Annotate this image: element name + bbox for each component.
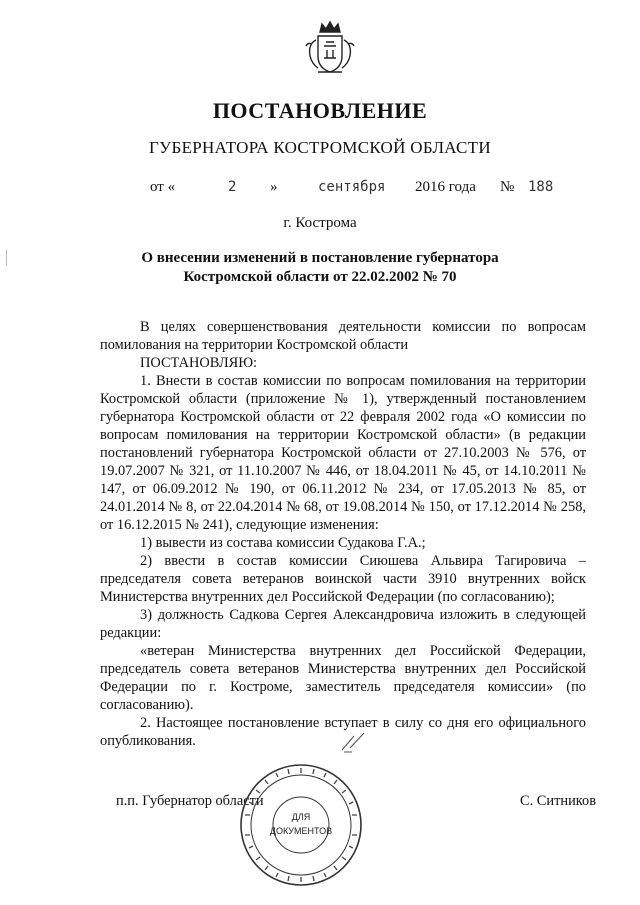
intro-paragraph: В целях совершенствования деятельности комиссии по вопросам помилования на территории Костромской области: [100, 319, 586, 353]
date-day: 2: [228, 179, 237, 195]
official-stamp: [236, 760, 366, 890]
item-1-paragraph: 1. Внести в состав комиссии по вопросам помилования на территории Костромской области (приложение № 1), утвержденный постановлением губернатора Костромской области от 22 февраля 2002 года «О комиссии по вопросам помилования на территории Костромской области» (в редакции постановлений губернатора Костромской области от 27.10.2003 № 576, от 19.07.2007 № 321, от 11.10.2007 № 446, от 18.04.2011 № 45, от 14.10.2011 № 147, от 06.09.2012 № 190, от 06.11.2012 № 234, от 17.05.2013 № 85, от 24.01.2014 № 8, от 22.04.2014 № 68, от 19.08.2014 № 150, от 17.12.2014 № 258, от 16.12.2015 № 241), следующие изменения:: [100, 373, 586, 533]
signatory-position: п.п. Губернатор области: [116, 793, 264, 809]
date-quote-close: »: [270, 179, 278, 195]
coat-of-arms-icon: [298, 18, 362, 82]
handwritten-mark-icon: [340, 730, 370, 754]
document-heading: [0, 249, 640, 287]
item-2-paragraph: 2. Настоящее постановление вступает в силу со дня его официального опубликования.: [100, 715, 586, 749]
signatory-name: С. Ситников: [520, 793, 597, 809]
subitem-1-paragraph: 1) вывести из состава комиссии Судакова Г.А.;: [140, 535, 426, 551]
heading-line-1: О внесении изменений в постановление губернатора: [141, 250, 499, 266]
subitem-2-paragraph: 2) ввести в состав комиссии Сиюшева Альвира Тагировича – председателя совета ветеранов воинской части 3910 внутренних войск Министерства внутренних дел Российской Федерации (по согласованию);: [100, 553, 586, 605]
document-body: [100, 318, 586, 750]
resolve-paragraph: ПОСТАНОВЛЯЮ:: [140, 355, 258, 371]
issuer-line: ГУБЕРНАТОРА КОСТРОМСКОЙ ОБЛАСТИ: [149, 138, 491, 157]
subitem-3-paragraph: 3) должность Садкова Сергея Александровича изложить в следующей редакции:: [100, 607, 586, 641]
date-prefix: от «: [150, 179, 176, 195]
stamp-line-1: ДЛЯ: [291, 812, 311, 822]
date-year: 2016 года: [415, 179, 476, 195]
city-line: г. Кострома: [283, 215, 357, 231]
document-title: ПОСТАНОВЛЕНИЕ: [212, 98, 428, 123]
document-number: 188: [528, 179, 554, 195]
date-line: [150, 179, 570, 199]
number-sign: №: [500, 179, 515, 195]
margin-mark: [6, 250, 7, 266]
quote-paragraph: «ветеран Министерства внутренних дел Российской Федерации, председатель совета ветеранов Министерства внутренних дел Российской Федерации по г. Костроме, заместитель председателя комиссии» (по согласованию).: [100, 643, 586, 713]
stamp-line-2: ДОКУМЕНТОВ: [269, 826, 333, 836]
date-month: сентября: [318, 179, 386, 195]
heading-line-2: Костромской области от 22.02.2002 № 70: [183, 269, 457, 285]
